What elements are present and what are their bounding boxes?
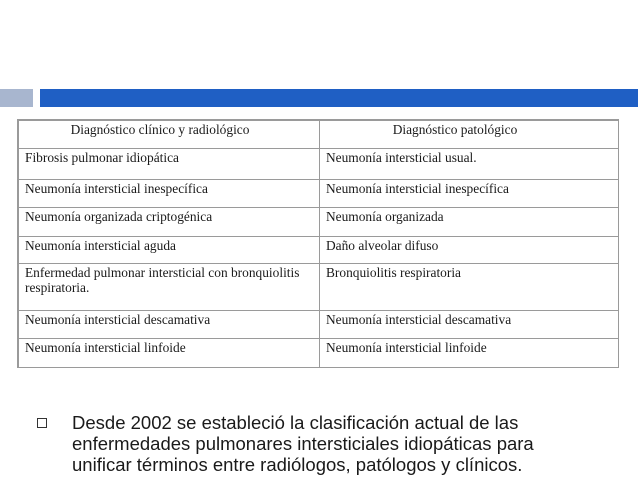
table-row (19, 208, 619, 237)
decorative-bar-dark (40, 89, 638, 107)
header-pathological: Diagnóstico patológico (320, 121, 619, 149)
table-row (19, 339, 619, 368)
cell-pathological: Neumonía organizada (320, 208, 619, 237)
header-clinical: Diagnóstico clínico y radiológico (19, 121, 320, 149)
table-row (19, 264, 619, 311)
square-bullet-icon (37, 418, 47, 428)
decorative-bar-light (0, 89, 33, 107)
bullet-item (37, 412, 627, 475)
cell-pathological: Bronquiolitis respiratoria (320, 264, 619, 311)
cell-clinical: Neumonía organizada criptogénica (19, 208, 320, 237)
classification-table (18, 120, 619, 368)
table-row (19, 149, 619, 180)
cell-clinical: Enfermedad pulmonar intersticial con bronquiolitis respiratoria. (19, 264, 320, 311)
cell-clinical: Fibrosis pulmonar idiopática (19, 149, 320, 180)
cell-clinical: Neumonía intersticial descamativa (19, 311, 320, 339)
cell-clinical: Neumonía intersticial aguda (19, 237, 320, 264)
bullet-text: Desde 2002 se estableció la clasificación actual de las enfermedades pulmonares intersticiales idiopáticas para unificar términos entre radiólogos, patólogos y clínicos. (72, 412, 534, 475)
cell-pathological: Neumonía intersticial descamativa (320, 311, 619, 339)
table-row (19, 311, 619, 339)
classification-table-image (17, 119, 619, 368)
cell-pathological: Neumonía intersticial linfoide (320, 339, 619, 368)
table-header-row (19, 121, 619, 149)
cell-pathological: Daño alveolar difuso (320, 237, 619, 264)
cell-pathological: Neumonía intersticial inespecífica (320, 180, 619, 208)
cell-pathological: Neumonía intersticial usual. (320, 149, 619, 180)
cell-clinical: Neumonía intersticial linfoide (19, 339, 320, 368)
cell-clinical: Neumonía intersticial inespecífica (19, 180, 320, 208)
table-row (19, 180, 619, 208)
table-row (19, 237, 619, 264)
